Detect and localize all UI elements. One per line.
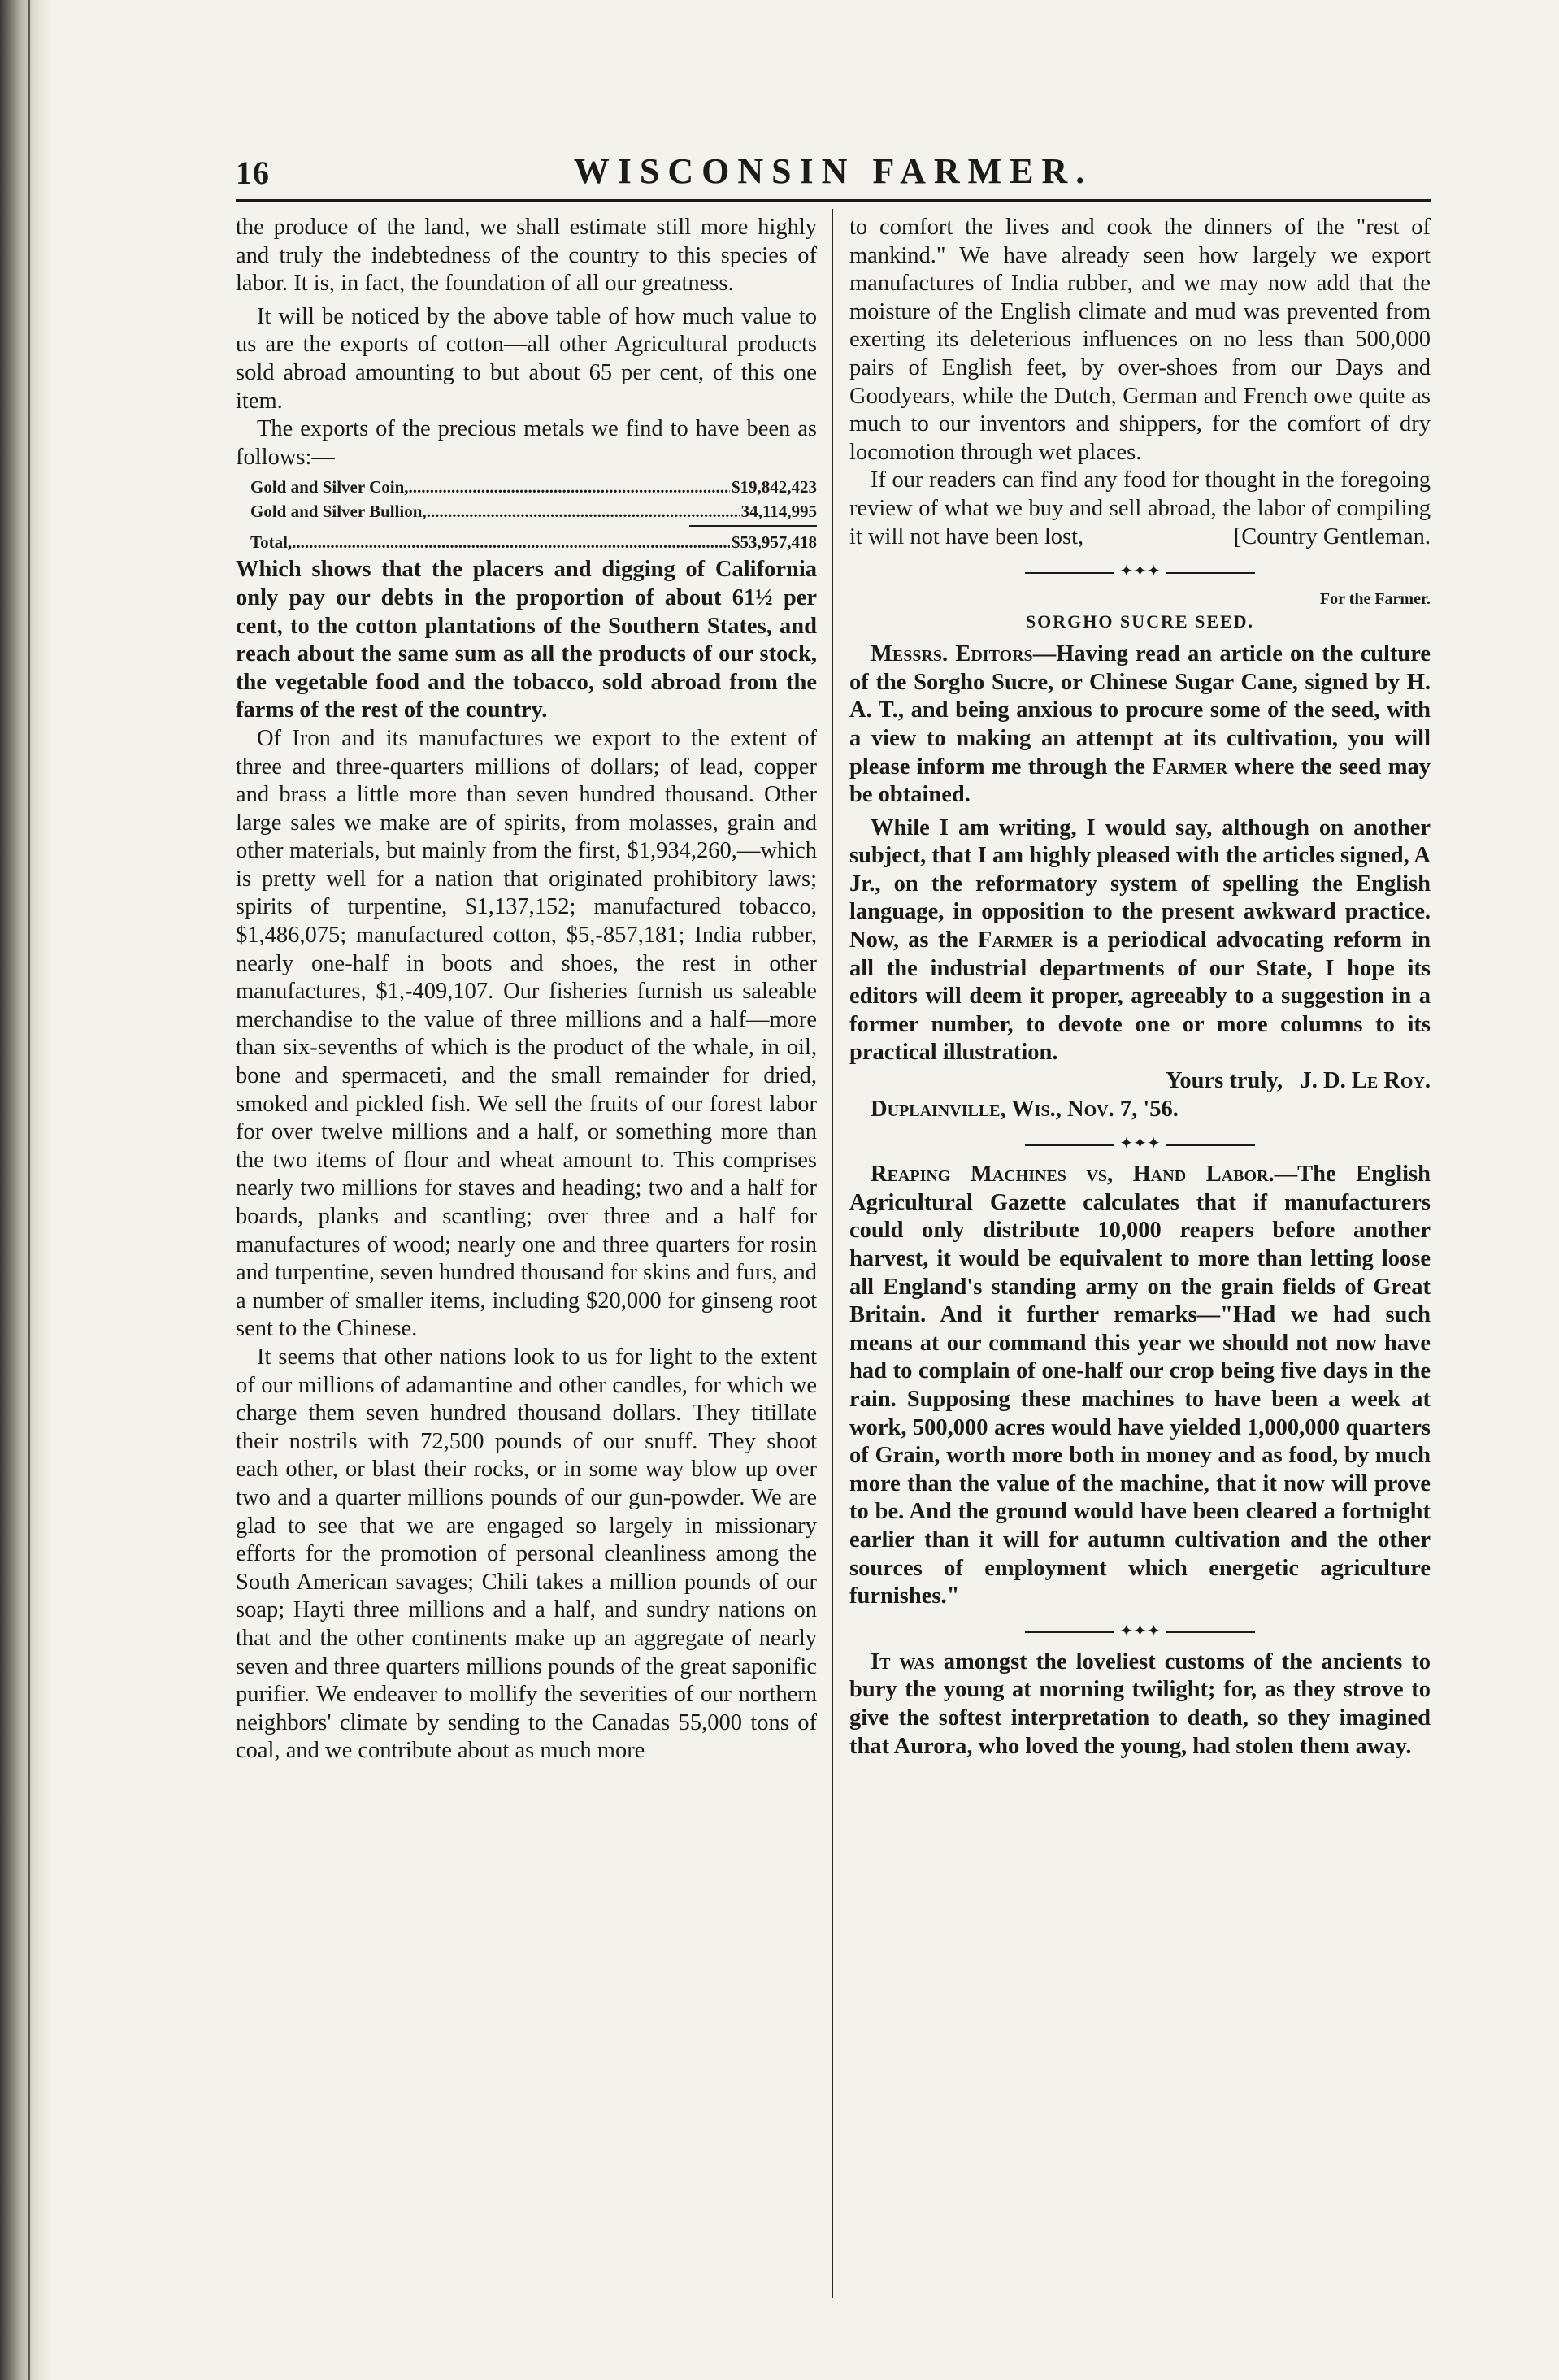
right-paragraph-2-text: If our readers can find any food for thought in the foregoing review of what we buy and sell abroad, the labor of compiling it will not have been lost,: [849, 467, 1431, 549]
metals-row-value: $19,842,423: [732, 477, 817, 497]
metals-row-total: [250, 530, 817, 554]
left-paragraph-2: It will be noticed by the above table of how much value to us are the exports of cotton—all other Agricultural products sold abroad amounting to but about 65 per cent, of this one item.: [236, 303, 817, 414]
customs-lead: It was: [871, 1648, 935, 1674]
section-separator: [849, 559, 1431, 584]
letter-signoff: [849, 1067, 1431, 1096]
article-credit: For the Farmer.: [1319, 590, 1431, 609]
metals-row-label: Gold and Silver Coin,: [250, 477, 409, 497]
scan-binding-edge: [0, 0, 50, 2380]
column-divider: [832, 209, 833, 2298]
metals-total-label: Total,: [250, 532, 293, 553]
leader-dots: [427, 499, 740, 523]
article-headline: SORGHO SUCRE SEED.: [1025, 611, 1255, 632]
ornament-glyph: ✦✦✦: [1119, 1135, 1161, 1153]
metals-row-label: Gold and Silver Bullion,: [250, 502, 427, 522]
farmer-word: Farmer: [977, 927, 1053, 953]
metals-export-table: [250, 475, 817, 554]
metals-row-bullion: [250, 499, 817, 523]
left-column: [236, 214, 817, 1765]
reaping-paragraph: [849, 1161, 1431, 1611]
customs-paragraph: [849, 1648, 1431, 1761]
letter-paragraph-1-end: where the seed may be obtained.: [849, 754, 1431, 808]
letter-paragraph-1: [849, 641, 1431, 810]
letter-paragraph-2-b: is a periodical advocating reform in all the industrial departments of our State, I hope its editors will deem it proper, agreeably to a suggestion in a former number, to devote one or more columns to its practical illustration.: [849, 927, 1431, 1066]
reaping-body: —The English Agricultural Gazette calculates that if manufacturers could only distribute 10,000 reapers before another harvest, it would be equivalent to more than letting loose all England's standing army on the grain fields of Great Britain. And it further remarks—"Had we had such means at our command this year we should not now have had to complain of one-half our crop being five days in the rain. Supposing these machines to have been a week at work, 500,000 acres would have yielded 1,000,000 quarters of Grain, worth more both in money and as food, by much more than the value of the machine, that it now will prove to be. And the ground would have been cleared a fortnight earlier than it will for autumn cultivation and the other sources of employment which energetic agriculture furnishes.": [849, 1162, 1431, 1609]
page-number: 16: [236, 154, 270, 191]
right-paragraph-2: [849, 467, 1431, 551]
signature: J. D. Le Roy.: [1300, 1068, 1431, 1094]
leader-dots: [292, 530, 730, 554]
sign-off: Yours truly,: [1166, 1068, 1283, 1094]
letter-paragraph-2: [849, 814, 1431, 1067]
running-title: WISCONSIN FARMER.: [573, 151, 1093, 191]
left-paragraph-1: the produce of the land, we shall estimate still more highly and truly the indebtedness of the country to this species of labor. It is, in fact, the foundation of all our greatness.: [236, 215, 817, 297]
left-paragraph-4: Which shows that the placers and digging of California only pay our debts in the proportion of about 61½ per cent, to the cotton plantations of the Southern States, and reach about the same sum as all the products of our stock, the vegetable food and the tobacco, sold abroad from the farms of the rest of the country.: [236, 557, 817, 723]
header-rule: [236, 199, 1431, 202]
reaping-lead: Reaping Machines vs, Hand Labor.: [871, 1162, 1275, 1188]
metals-row-value: 34,114,995: [740, 502, 817, 522]
left-paragraph-3: The exports of the precious metals we find to have been as follows:—: [236, 416, 817, 470]
section-separator: [849, 1131, 1431, 1156]
left-paragraph-6: It seems that other nations look to us for light to the extent of our millions of adamantine and other candles, for which we charge them seven hundred thousand dollars. They titillate their nostrils with 72,500 pounds of our snuff. They shoot each other, or blast their rocks, or in some way blow up over two and a quarter millions pounds of our gun-powder. We are glad to see that we are engaged so largely in missionary efforts for the promotion of personal cleanliness among the South American savages; Chili takes a million pounds of our soap; Hayti three millions and a half, and sundry nations on that and the other continents make up an aggregate of nearly seven and three quarters millions pounds of the great saponific purifier. We endeaver to mollify the severities of our northern neighbors' climate by sending to the Canadas 55,000 tons of coal, and we contribute about as much more: [236, 1344, 817, 1764]
customs-body: amongst the loveliest customs of the ancients to bury the young at morning twilight; for, as they strove to give the softest interpretation to death, so they imagined that Aurora, who loved the young, had stolen them away.: [849, 1648, 1431, 1759]
left-paragraph-5: Of Iron and its manufactures we export to the extent of three and three-quarters millions of dollars; of lead, copper and brass a little more than seven hundred thousand. Other large sales we make are of spirits, from molasses, grain and other materials, but mainly from the first, $1,934,260,—which is pretty well for a nation that originated prohibitory laws; spirits of turpentine, $1,137,152; manufactured tobacco, $1,486,075; manufactured cotton, $5,-857,181; India rubber, nearly one-half in boots and shoes, the rest in other manufactures, $1,-409,107. Our fisheries furnish us saleable merchandise to the value of three millions and a half—more than six-sevenths of which is the product of the whale, in oil, bone and spermaceti, and the small remainder for dried, smoked and pickled fish. We sell the fruits of our forest labor for over twelve millions and a half, or something more than the two items of flour and wheat amount to. This comprises nearly two millions for staves and heading; two and a half for boards, planks and scantling; over three and a half for manufactures of wood; nearly one and three quarters for rosin and turpentine, seven hundred thousand for skins and furs, and a number of smaller items, including $20,000 for ginseng root sent to the Chinese.: [236, 725, 817, 1342]
newspaper-page: [236, 150, 1431, 2296]
letter-paragraph-2-a: While I am writing, I would say, although on another subject, that I am highly pleased with the articles signed, A Jr., on the reformatory system of spelling the English language, in opposition to the present awkward practice. Now, as the: [849, 814, 1431, 953]
leader-dots: [409, 475, 731, 499]
letter-dateline: Duplainville, Wis., Nov. 7, '56.: [871, 1096, 1179, 1122]
right-column: [849, 214, 1431, 1761]
metals-total-value: $53,957,418: [732, 532, 817, 553]
right-paragraph-1: to comfort the lives and cook the dinners of the "rest of mankind." We have already seen how largely we export manufactures of India rubber, and we may now add that the moisture of the English climate and mud was prevented from exerting its deleterious influences on no less than 500,000 pairs of English feet, by over-shoes from our Days and Goodyears, while the Dutch, German and French owe quite as much to our inventors and shippers, for the comfort of dry locomotion through wet places.: [849, 215, 1431, 465]
source-credit: [Country Gentleman.: [1233, 523, 1431, 549]
section-separator: [849, 1619, 1431, 1644]
scan-binding-line: [28, 0, 30, 2380]
letter-paragraph-1-text: —Having read an article on the culture of the Sorgho Sucre, or Chinese Sugar Cane, signed by H. A. T., and being anxious to procure some of the seed, with a view to making an attempt at its cultivation, you will please inform me through the: [849, 641, 1431, 780]
letter-salutation: Messrs. Editors: [871, 641, 1033, 667]
farmer-word: Farmer: [1152, 754, 1228, 780]
metals-sum-rule: [689, 525, 817, 527]
ornament-glyph: ✦✦✦: [1119, 562, 1161, 581]
metals-row-coin: [250, 475, 817, 499]
page-header: [236, 150, 1431, 199]
ornament-glyph: ✦✦✦: [1119, 1622, 1161, 1640]
